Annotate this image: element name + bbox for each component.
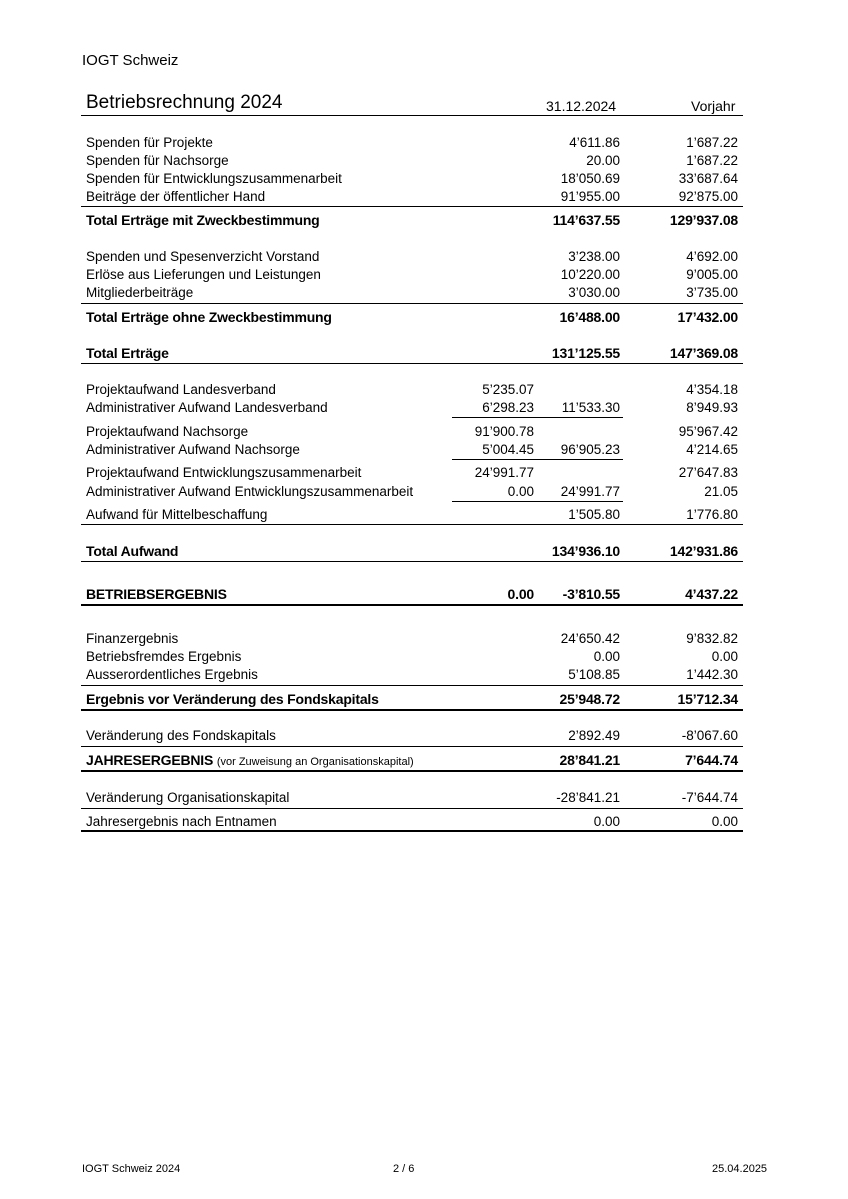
row-label: Veränderung Organisationskapital [86, 790, 290, 805]
row-label: Total Aufwand [86, 543, 179, 559]
value-detail: 5’004.45 [482, 442, 534, 457]
value-prior: -7’644.74 [681, 790, 738, 805]
value-detail: 24’991.77 [474, 465, 534, 480]
table-row [86, 170, 743, 188]
value-prior: 4’354.18 [686, 382, 738, 397]
value-prior: 3’735.00 [686, 285, 738, 300]
row-label: Finanzergebnis [86, 631, 179, 646]
page-title: Betriebsrechnung 2024 [86, 92, 283, 113]
row-label: Veränderung des Fondskapitals [86, 728, 276, 743]
total-row [86, 542, 743, 560]
value-prior: 92’875.00 [678, 189, 738, 204]
row-label: Administrativer Aufwand Nachsorge [86, 442, 300, 457]
value-prior: 142’931.86 [669, 543, 738, 559]
row-label: Jahresergebnis nach Entnamen [86, 814, 277, 829]
value-prior: 147’369.08 [669, 345, 738, 361]
value-prior: 129’937.08 [669, 212, 738, 228]
footer-date: 25.04.2025 [712, 1163, 768, 1175]
table-row [86, 813, 743, 831]
table-row [86, 248, 743, 266]
value-prior: 17’432.00 [677, 309, 738, 325]
value-detail: 0.00 [507, 484, 534, 499]
divider [81, 770, 743, 772]
value-prior: 9’832.82 [686, 631, 738, 646]
value-current: 3’030.00 [568, 285, 620, 300]
row-label: Projektaufwand Nachsorge [86, 424, 249, 439]
column-header-current: 31.12.2024 [546, 98, 617, 114]
divider [81, 746, 743, 747]
value-prior: 15’712.34 [677, 691, 738, 707]
value-current: 16’488.00 [559, 309, 620, 325]
row-label [86, 751, 414, 771]
table-row [86, 666, 743, 684]
table-row [86, 483, 743, 501]
value-detail: 6’298.23 [482, 400, 534, 415]
value-current: 0.00 [593, 649, 620, 664]
value-current: 18’050.69 [560, 171, 620, 186]
row-label: Ausserordentliches Ergebnis [86, 667, 258, 682]
total-row [86, 751, 743, 769]
value-current: 0.00 [593, 814, 620, 829]
row-label: Ergebnis vor Veränderung des Fondskapitals [86, 691, 379, 707]
table-row [86, 648, 743, 666]
table-row [86, 188, 743, 206]
row-label: Betriebsfremdes Ergebnis [86, 649, 242, 664]
row-label: Administrativer Aufwand Entwicklungszusammenarbeit [86, 484, 414, 499]
row-label: Spenden für Projekte [86, 135, 213, 150]
value-prior: 33’687.64 [678, 171, 738, 186]
header-rule [81, 115, 743, 116]
value-prior: 0.00 [711, 649, 738, 664]
row-label: Spenden für Entwicklungszusammenarbeit [86, 171, 342, 186]
divider [452, 459, 623, 460]
value-current: 134’936.10 [551, 543, 620, 559]
value-current: 24’650.42 [560, 631, 620, 646]
divider [452, 501, 623, 502]
divider [81, 709, 743, 711]
total-row [86, 344, 743, 362]
value-current: 24’991.77 [560, 484, 620, 499]
table-row [86, 284, 743, 302]
value-current: 131’125.55 [551, 345, 620, 361]
annual-result-label: JAHRESERGEBNIS [86, 752, 214, 768]
divider [81, 303, 743, 304]
row-label: Spenden für Nachsorge [86, 153, 229, 168]
value-detail: 5’235.07 [482, 382, 534, 397]
divider [81, 808, 743, 809]
value-current: 10’220.00 [560, 267, 620, 282]
table-row [86, 266, 743, 284]
value-prior: 27’647.83 [678, 465, 738, 480]
value-prior: 0.00 [711, 814, 738, 829]
value-prior: 95’967.42 [678, 424, 738, 439]
row-label: Beiträge der öffentlicher Hand [86, 189, 266, 204]
value-prior: 8’949.93 [686, 400, 738, 415]
value-current: 5’108.85 [568, 667, 620, 682]
row-label: Projektaufwand Entwicklungszusammenarbeit [86, 465, 362, 480]
table-row [86, 630, 743, 648]
value-detail: 0.00 [507, 586, 534, 602]
value-prior: 1’442.30 [686, 667, 738, 682]
table-row [86, 399, 743, 417]
value-current: 4’611.86 [569, 135, 620, 150]
row-label: Aufwand für Mittelbeschaffung [86, 507, 268, 522]
value-current: 20.00 [586, 153, 620, 168]
row-label: Spenden und Spesenverzicht Vorstand [86, 249, 320, 264]
value-current: -3’810.55 [562, 586, 620, 602]
row-label: Total Erträge [86, 345, 169, 361]
value-current: -28’841.21 [556, 790, 620, 805]
divider [81, 604, 743, 606]
value-current: 28’841.21 [559, 752, 620, 768]
value-prior: 1’687.22 [686, 153, 738, 168]
table-row [86, 441, 743, 459]
divider [81, 561, 743, 562]
divider [81, 206, 743, 207]
row-label: Mitgliederbeiträge [86, 285, 194, 300]
value-prior: 4’437.22 [685, 586, 738, 602]
divider [452, 417, 623, 418]
total-row [86, 690, 743, 708]
value-current: 1’505.80 [568, 507, 620, 522]
row-label: Administrativer Aufwand Landesverband [86, 400, 328, 415]
value-current: 114’637.55 [552, 212, 620, 228]
value-prior: 4’214.65 [686, 442, 738, 457]
value-current: 2’892.49 [568, 728, 620, 743]
annual-result-note: (vor Zuweisung an Organisationskapital) [216, 756, 414, 768]
table-row [86, 381, 743, 399]
table-row [86, 134, 743, 152]
row-label: Projektaufwand Landesverband [86, 382, 276, 397]
value-current: 3’238.00 [568, 249, 620, 264]
value-prior: 1’687.22 [686, 135, 738, 150]
value-current: 11’533.30 [561, 400, 620, 415]
divider [81, 685, 743, 686]
value-current: 91’955.00 [560, 189, 620, 204]
row-label: Total Erträge mit Zweckbestimmung [86, 212, 320, 228]
divider [81, 524, 743, 525]
divider [81, 363, 743, 364]
value-current: 96’905.23 [560, 442, 620, 457]
row-label: Erlöse aus Lieferungen und Leistungen [86, 267, 321, 282]
value-prior: 7’644.74 [685, 752, 738, 768]
total-row [86, 211, 743, 229]
table-row [86, 464, 743, 482]
table-row [86, 506, 743, 524]
page-number: 2 / 6 [393, 1163, 415, 1175]
table-row [86, 727, 743, 745]
organization-name: IOGT Schweiz [82, 52, 179, 69]
row-label: BETRIEBSERGEBNIS [86, 586, 227, 602]
value-prior: 21.05 [704, 484, 738, 499]
total-row [86, 585, 743, 603]
table-row [86, 152, 743, 170]
column-header-prior: Vorjahr [691, 98, 736, 114]
row-label: Total Erträge ohne Zweckbestimmung [86, 309, 332, 325]
value-current: 25’948.72 [559, 691, 620, 707]
value-prior: -8’067.60 [681, 728, 738, 743]
table-row [86, 789, 743, 807]
value-prior: 4’692.00 [686, 249, 738, 264]
value-prior: 1’776.80 [686, 507, 738, 522]
table-row [86, 423, 743, 441]
footer-left: IOGT Schweiz 2024 [82, 1163, 181, 1175]
value-detail: 91’900.78 [474, 424, 534, 439]
value-prior: 9’005.00 [686, 267, 738, 282]
divider [81, 830, 743, 832]
total-row [86, 308, 743, 326]
